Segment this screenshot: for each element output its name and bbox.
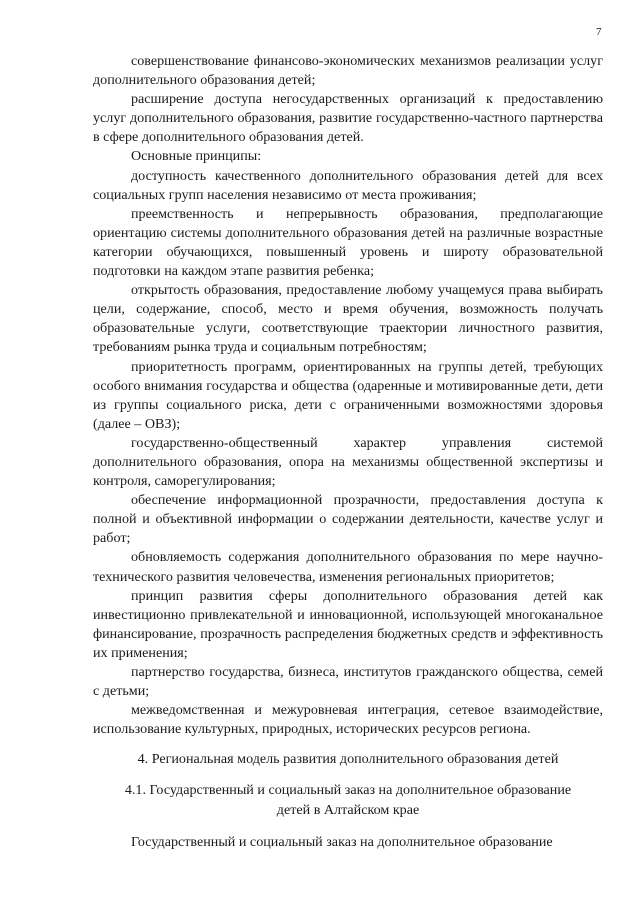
principle-item: принцип развития сферы дополнительного образования детей как инвестиционно привлекательной и инновационной, использующей многоканальное финансирование, прозрачность распределения бюджетных средств и эффективность их применения; [93,587,603,661]
paragraph: расширение доступа негосударственных организаций к предоставлению услуг дополнительного образования, развитие государственно-частного партнерства в сфере дополнительного образования детей. [93,91,603,146]
paragraph: Государственный и социальный заказ на дополнительное образование [131,833,553,850]
principle-item: обеспечение информационной прозрачности, предоставления доступа к полной и объективной информации о содержании деятельности, качестве услуг и работ; [93,492,603,547]
principle-item: межведомственная и межуровневая интеграция, сетевое взаимодействие, использование культурных, природных, исторических ресурсов региона. [93,702,603,738]
principle-item: открытость образования, предоставление любому учащемуся права выбирать цели, содержание, способ, место и время обучения, возможность получать образовательные услуги, соответствующие траектории личностного развития, требованиям рынка труда и социальным потребностям; [93,282,603,356]
document-body [93,52,603,852]
principle-item: обновляемость содержания дополнительного образования по мере научно-технического развития человечества, изменения региональных приоритетов; [93,549,603,585]
principle-item: преемственность и непрерывность образования, предполагающие ориентацию системы дополнительного образования детей на различные возрастные категории обучающихся, повышенный уровень и широту образовательной подготовки на каждом этапе развития ребенка; [93,205,603,280]
section-heading: 4. Региональная модель развития дополнительного образования детей [137,751,559,768]
principle-item: партнерство государства, бизнеса, институтов гражданского общества, семей с детьми; [93,664,603,700]
subsection-heading-line: 4.1. Государственный и социальный заказ на дополнительное образование [124,782,572,799]
page-number: 7 [596,26,602,38]
subsection-heading-line: детей в Алтайском крае [276,801,420,818]
subsection-heading [93,781,603,819]
principle-item: доступность качественного дополнительного образования детей для всех социальных групп населения независимо от места проживания; [93,167,603,203]
paragraph: совершенствование финансово-экономических механизмов реализации услуг дополнительного образования детей; [93,53,603,89]
principle-item: государственно-общественный характер управления системой дополнительного образования, опора на механизмы общественной экспертизы и контроля, саморегулирования; [93,434,603,490]
paragraph-principles-intro: Основные принципы: [131,148,262,165]
principle-item: приоритетность программ, ориентированных на группы детей, требующих особого внимания государства и общества (одаренные и мотивированные дети, дети из группы социального риска, дети с ограниченными возможностями здоровья (далее – ОВЗ); [93,358,603,432]
